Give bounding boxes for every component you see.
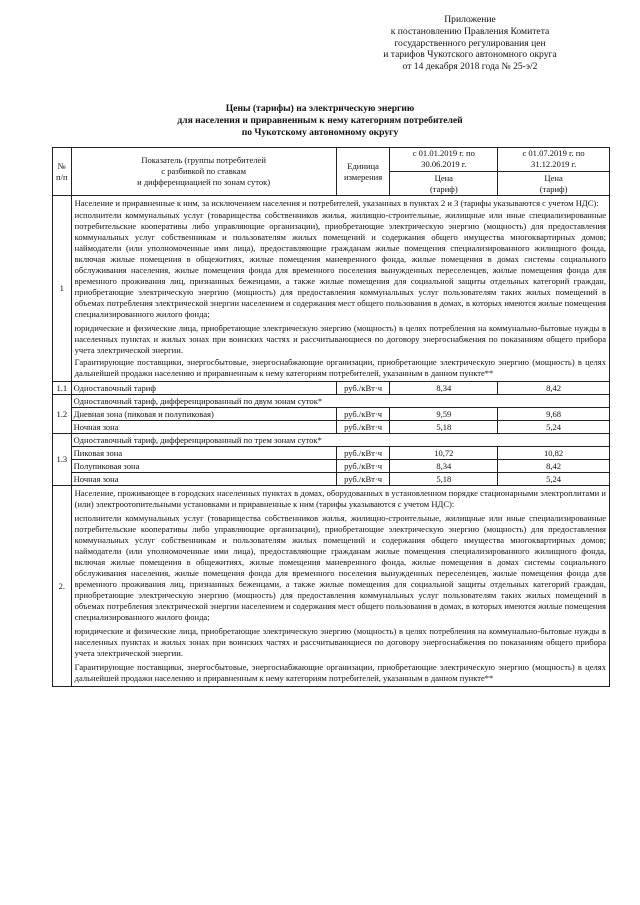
group-1-3-row-name: Полупиковая зона [71,460,336,473]
title-line: Цены (тарифы) на электрическую энергию [225,103,415,114]
appendix-line: к постановлению Правления Комитета [390,25,550,37]
header-price-label-1: Цена (тариф) [390,171,497,195]
group-1-2-row-name: Ночная зона [71,421,336,434]
section-1-row [53,196,610,382]
table-row [53,408,610,421]
group-1-3-title: Одноставочный тариф, дифференцированный по трем зонам суток* [71,434,609,447]
group-1-3-row-unit: руб./кВт·ч [336,460,390,473]
group-1-3-row-price-2: 10,82 [498,447,610,460]
appendix-line: Приложение [444,14,496,25]
group-1-3-row-price-1: 10,72 [390,447,498,460]
section-2-paragraph: Гарантирующие поставщики, энергосбытовые, энергоснабжающие организации, приобретающие электрическую энергию (мощность) в целях дальнейшей продажи населению и приравненным к нему категориям потребителей, указанным в данном пункте** [74,662,606,683]
row-1-1-price-2: 8,42 [498,382,610,395]
header-num-text: № п/п [56,160,68,182]
table-row [53,421,610,434]
group-1-2-row-name: Дневная зона (пиковая и полупиковая) [71,408,336,421]
table-row [53,460,610,473]
section-1-num: 1 [53,196,72,382]
section-1-paragraph: исполнители коммунальных услуг (товарищества собственников жилья, жилищно-строительные, жилищные или иные специализированные потребительские кооперативы либо управляющие организации), приобретающие электрическую энергию (мощность) для предоставления коммунальных услуг собственникам и пользователям жилых помещений и содержания общего имущества многоквартирных домов; наймодатели (или уполномоченные ими лица), предоставляющие гражданам жилые помещения специализированного жилищного фонда, включая жилые помещения в общежитиях, жилые помещения маневренного фонда, жилые помещения в домах системы социального обслуживания населения, жилые помещения фонда для временного поселения вынужденных переселенцев, жилые помещения фонда для временного проживания лиц, признанных беженцами, а также жилые помещения для социальной защиты отдельных категорий граждан, приобретающие электрическую энергию (мощность) для предоставления коммунальных услуг пользователям таких жилых помещений в объемах потребления электрической энергии населением и содержания мест общего пользования в домах, в которых имеются жилые помещения специализированного жилого фонда; [74,210,606,319]
group-1-3-row-unit: руб./кВт·ч [336,473,390,486]
group-1-2-row-unit: руб./кВт·ч [336,408,390,421]
group-1-2-row-price-2: 5,24 [498,421,610,434]
group-1-3-row-unit: руб./кВт·ч [336,447,390,460]
group-1-3-num: 1.3 [53,434,72,486]
row-1-1-name: Одноставочный тариф [71,382,336,395]
table-row [53,447,610,460]
group-1-2-row-price-1: 9,59 [390,408,498,421]
group-1-2-row-unit: руб./кВт·ч [336,421,390,434]
section-2-paragraph: юридические и физические лица, приобретающие электрическую энергию (мощность) в целях потребления на коммунально-бытовые нужды в населенных пунктах и жилых зонах при воинских частях и рассчитывающиеся по договору энергоснабжения по показаниям общего прибора учета электрической энергии. [74,626,606,658]
appendix-block [340,14,600,73]
row-1-1-unit: руб./кВт·ч [336,382,390,395]
header-unit [336,148,390,196]
group-1-3-row-price-2: 5,24 [498,473,610,486]
header-period-1 [390,148,498,196]
section-2-num: 2. [53,486,72,687]
table-header-row [53,148,610,196]
section-2-row [53,486,610,687]
header-period-2-text: с 01.07.2019 г. по 31.12.2019 г. [522,148,585,169]
section-1-paragraph: юридические и физические лица, приобретающие электрическую энергию (мощность) в целях потребления на коммунально-бытовые нужды в населенных пунктах и жилых зонах при воинских частях и рассчитывающиеся по договору энергоснабжения по показаниям общего прибора учета электрической энергии. [74,323,606,355]
group-1-2-num: 1.2 [53,395,72,434]
header-unit-text: Единица измерения [343,160,383,182]
header-period-2 [498,148,610,196]
appendix-line: государственного регулирования цен [394,37,546,49]
section-1-paragraph: Гарантирующие поставщики, энергосбытовые, энергоснабжающие организации, приобретающие электрическую энергию (мощность) в целях дальнейшей продажи населению и приравненным к нему категориям потребителей, указанным в данном пункте** [74,357,606,378]
header-indicator-text: Показатель (группы потребителей с разбивкой по ставкам и дифференциацией по зонам суток) [137,155,271,187]
tariff-table [52,147,610,687]
section-1-description [71,196,609,382]
appendix-line: и тарифов Чукотского автономного округа [383,49,557,61]
title-line: по Чукотскому автономному округу [241,127,399,139]
section-1-intro: Население и приравненные к ним, за исключением населения и потребителей, указанных в пунктах 2 и 3 (тарифы указываются с учетом НДС): [74,198,599,208]
table-row [53,473,610,486]
header-price-label-2: Цена (тариф) [498,171,609,195]
row-1-1-num: 1.1 [53,382,72,395]
group-1-2-row-price-1: 5,18 [390,421,498,434]
group-1-2-title: Одноставочный тариф, дифференцированный по двум зонам суток* [71,395,609,408]
group-1-3-row-name: Пиковая зона [71,447,336,460]
section-2-paragraph: исполнители коммунальных услуг (товарищества собственников жилья, жилищно-строительные, жилищные или иные специализированные потребительские кооперативы либо управляющие организации), приобретающие электрическую энергию (мощность) для предоставления коммунальных услуг собственникам и пользователям жилых помещений и содержания общего имущества многоквартирных домов; наймодатели (или уполномоченные ими лица), предоставляющие гражданам жилые помещения специализированного жилищного фонда, включая жилые помещения в общежитиях, жилые помещения маневренного фонда, жилые помещения в домах системы социального обслуживания населения, жилые помещения фонда для временного поселения вынужденных переселенцев, жилые помещения фонда для временного проживания лиц, признанных беженцами, а также жилые помещения для социальной защиты отдельных категорий граждан, приобретающие электрическую энергию (мощность) для предоставления коммунальных услуг пользователям таких жилых помещений в объемах потребления электрической энергии населением и содержания мест общего пользования в домах, в которых имеются жилые помещения специализированного жилого фонда; [74,513,606,622]
header-period-1-text: с 01.01.2019 г. по 30.06.2019 г. [412,148,475,169]
table-row [53,395,610,408]
group-1-3-row-price-1: 8,34 [390,460,498,473]
appendix-line: от 14 декабря 2018 года № 25-э/2 [402,61,538,73]
table-row [53,434,610,447]
group-1-2-row-price-2: 9,68 [498,408,610,421]
group-1-3-row-name: Ночная зона [71,473,336,486]
group-1-3-row-price-1: 5,18 [390,473,498,486]
row-1-1-price-1: 8,34 [390,382,498,395]
document-title [110,103,530,140]
section-2-description [71,486,609,687]
title-line: для населения и приравненным к нему категориям потребителей [177,115,463,127]
header-indicator [71,148,336,196]
header-num [53,148,72,196]
group-1-3-row-price-2: 8,42 [498,460,610,473]
table-row [53,382,610,395]
section-2-intro: Население, проживающее в городских населенных пунктах в домах, оборудованных в установленном порядке стационарными электроплитами и (или) электроотопительными установками и приравненные к ним (тарифы указываются с учетом НДС): [74,488,606,509]
